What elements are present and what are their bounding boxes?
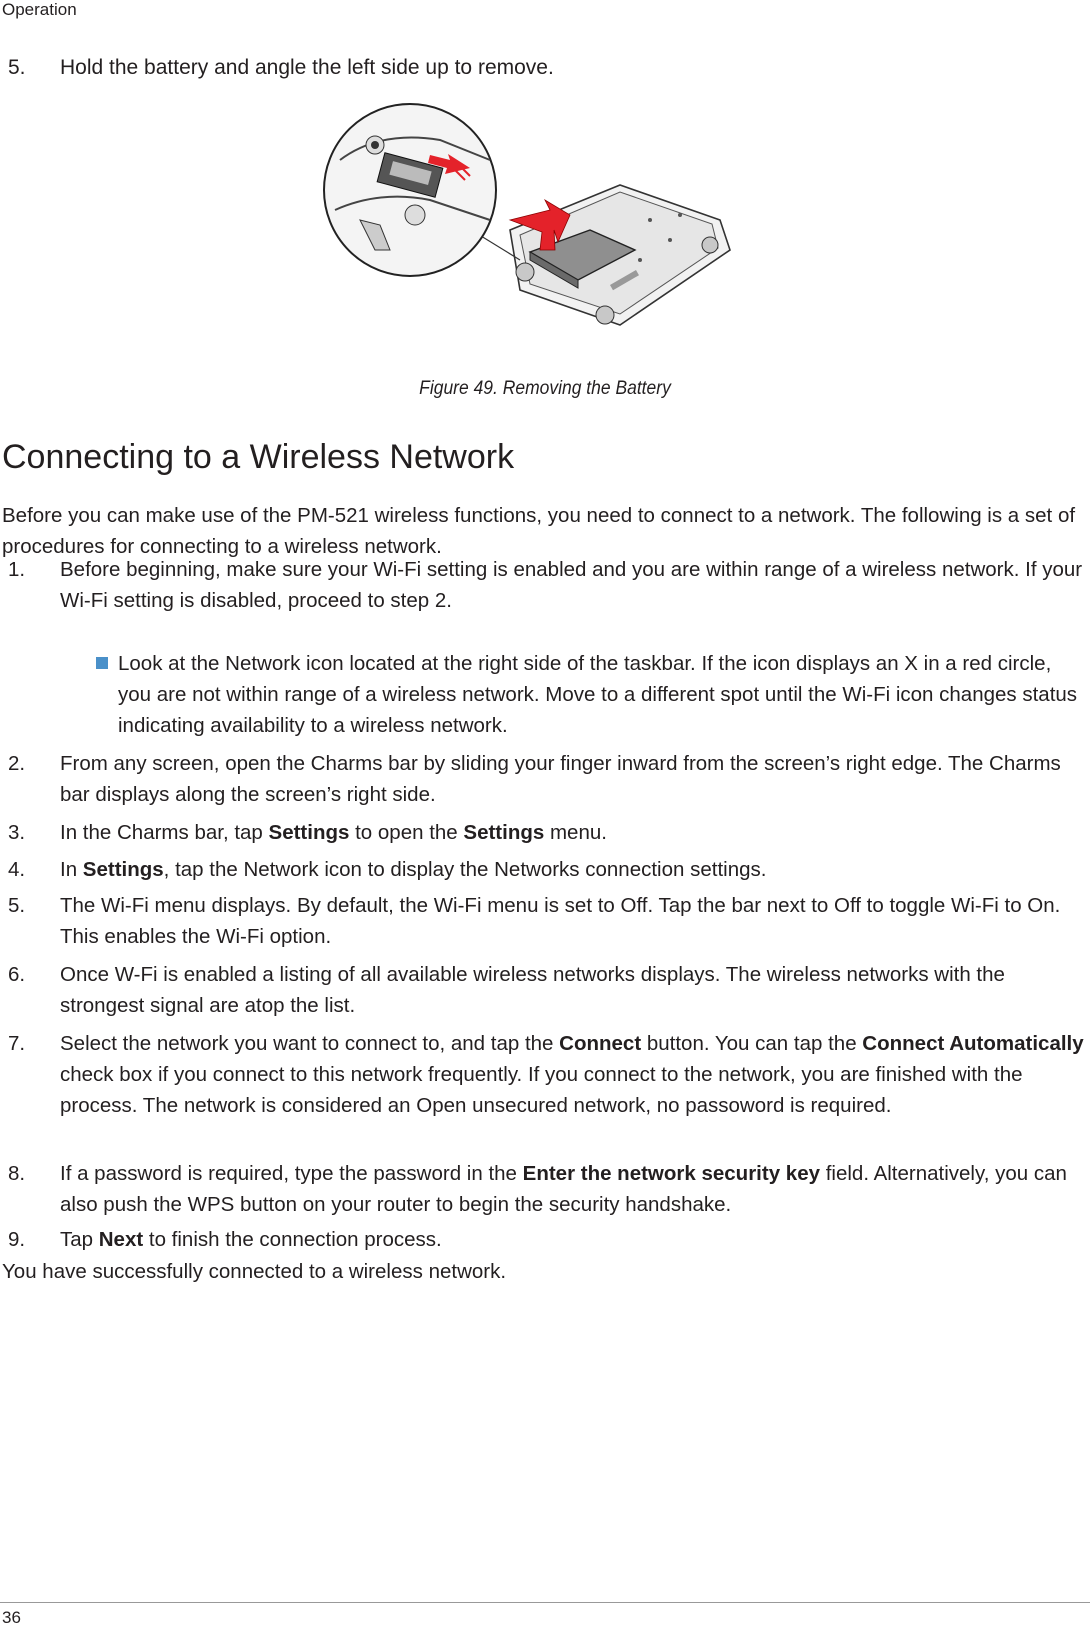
tablet-device bbox=[510, 185, 730, 325]
step-number: 4. bbox=[8, 858, 26, 881]
bullet-square-icon bbox=[96, 657, 108, 669]
step-number: 5. bbox=[8, 56, 26, 79]
step-text: From any screen, open the Charms bar by sliding your finger inward from the screen’s right edge. The Charms bar displays along the screen’s right side. bbox=[60, 752, 1061, 806]
step-number: 9. bbox=[8, 1228, 26, 1251]
step-text: If a password is required, type the password in the Enter the network security key field. Alternatively, you can also push the WPS button on your router to begin the security handshake. bbox=[60, 1162, 1067, 1216]
step-text: The Wi-Fi menu displays. By default, the Wi-Fi menu is set to Off. Tap the bar next to Off to toggle Wi-Fi to On. This enables the Wi-Fi option. bbox=[60, 894, 1061, 948]
page-header-section: Operation bbox=[2, 0, 77, 19]
step-text: Hold the battery and angle the left side up to remove. bbox=[60, 56, 554, 79]
step-number: 2. bbox=[8, 752, 26, 775]
step-text: Select the network you want to connect to, and tap the Connect button. You can tap the Connect Automatically check box if you connect to this network frequently. If you connect to the network, you are finished with the process. The network is considered an Open unsecured network, no passoword is required. bbox=[60, 1032, 1084, 1117]
step-number: 5. bbox=[8, 894, 26, 917]
page-number: 36 bbox=[2, 1608, 21, 1627]
step-text: In Settings, tap the Network icon to display the Networks connection settings. bbox=[60, 858, 767, 881]
step-text: Once W-Fi is enabled a listing of all available wireless networks displays. The wireless networks with the strongest signal are atop the list. bbox=[60, 963, 1005, 1017]
section-intro: Before you can make use of the PM-521 wireless functions, you need to connect to a network. The following is a set of procedures for connecting to a wireless network. bbox=[2, 504, 1076, 558]
bullet-text: Look at the Network icon located at the right side of the taskbar. If the icon displays an X in a red circle, you are not within range of a wireless network. Move to a different spot until the Wi-Fi icon changes status indicating availability to a wireless network. bbox=[118, 652, 1078, 737]
step-number: 7. bbox=[8, 1032, 26, 1055]
step-number: 1. bbox=[8, 558, 26, 581]
step-text: Before beginning, make sure your Wi-Fi setting is enabled and you are within range of a wireless network. If your Wi-Fi setting is disabled, proceed to step 2. bbox=[60, 558, 1083, 612]
step-number: 3. bbox=[8, 821, 26, 844]
section-title: Connecting to a Wireless Network bbox=[2, 438, 515, 476]
battery-removal-illustration bbox=[320, 100, 760, 350]
step-number: 8. bbox=[8, 1162, 26, 1185]
step-text: Tap Next to finish the connection process. bbox=[60, 1228, 442, 1251]
footer-divider bbox=[0, 1602, 1090, 1603]
figure-caption: Figure 49. Removing the Battery bbox=[419, 378, 671, 399]
step-text: In the Charms bar, tap Settings to open the Settings menu. bbox=[60, 821, 607, 844]
closing-text: You have successfully connected to a wireless network. bbox=[2, 1260, 507, 1283]
removal-step bbox=[8, 56, 554, 80]
zoom-detail-circle bbox=[324, 104, 496, 276]
step-number: 6. bbox=[8, 963, 26, 986]
